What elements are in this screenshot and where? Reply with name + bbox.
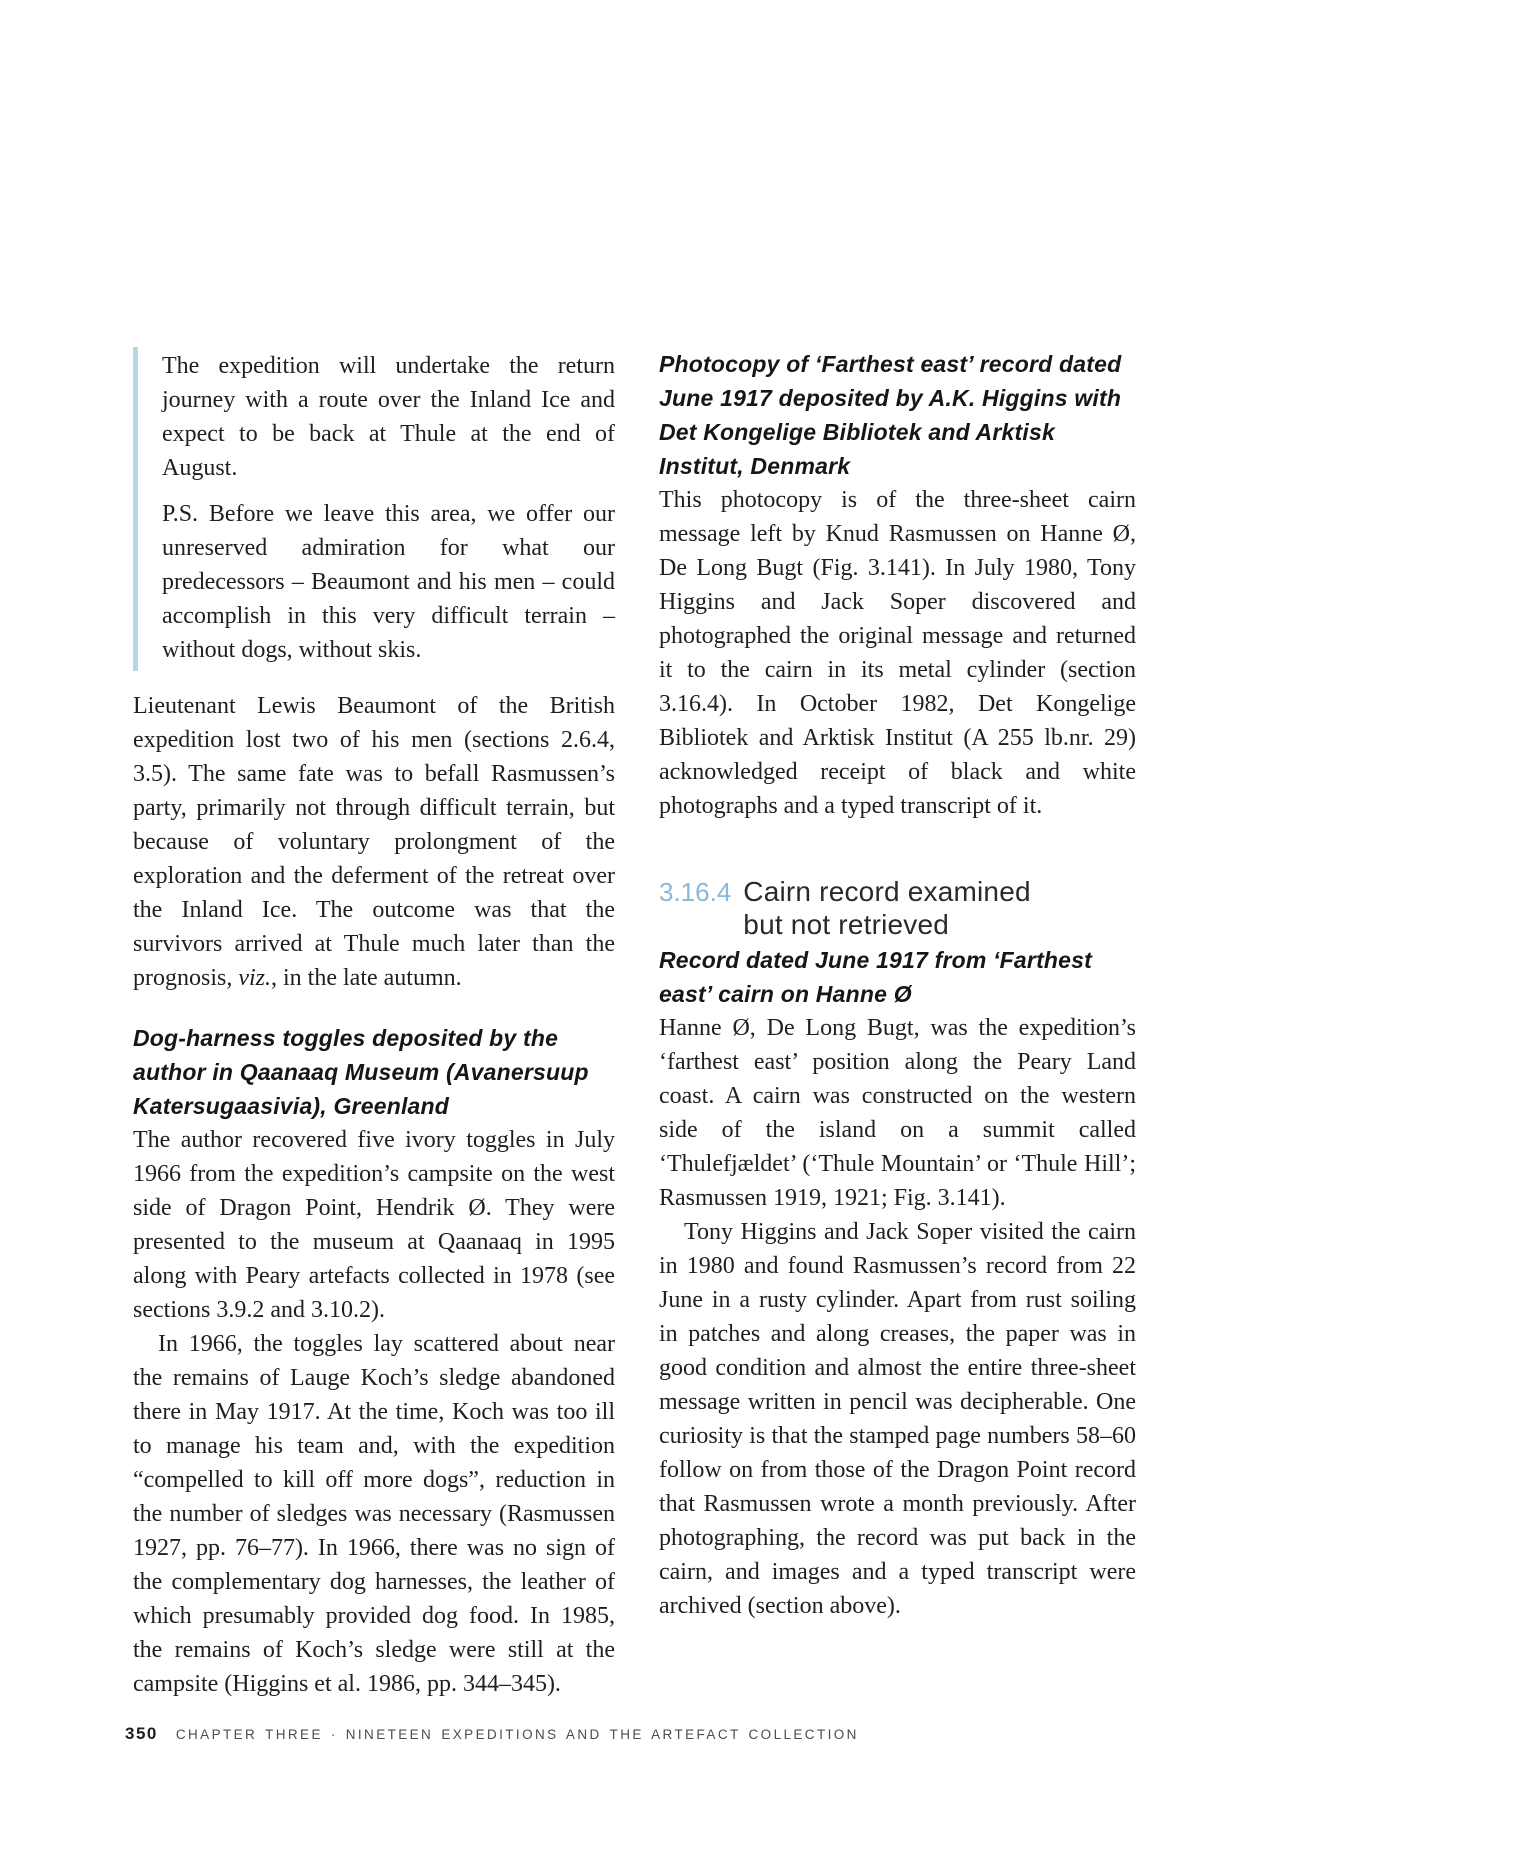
page-number: 350 (125, 1724, 158, 1743)
left-column (133, 347, 615, 1701)
quote-paragraph-1: The expedition will undertake the return journey with a route over the Inland Ice and expect to be back at Thule at the end of August. (162, 353, 615, 481)
paragraph-toggles-scattered: In 1966, the toggles lay scattered about near the remains of Lauge Koch’s sledge abandoned there in May 1917. At the time, Koch was too ill to manage his team and, with the expedition “compelled to kill off more dogs”, reduction in the number of sledges was necessary (Rasmussen 1927, pp. 76–77). In 1966, there was no sign of the complementary dog harnesses, the leather of which presumably provided dog food. In 1985, the remains of Koch’s sledge were still at the campsite (Higgins et al. 1986, pp. 344–345). (133, 1331, 615, 1697)
paragraph-toggles-recovered: The author recovered five ivory toggles in July 1966 from the expedition’s campsite on the west side of Dragon Point, Hendrik Ø. They were presented to the museum at Qaanaaq in 1995 along with Peary artefacts collected in 1978 (see sections 3.9.2 and 3.10.2). (133, 1127, 615, 1323)
heading-dog-harness-toggles: Dog-harness toggles deposited by the author in Qaanaaq Museum (Avanersuup Katersugaasivia), Greenland (133, 1025, 589, 1119)
paragraph-beaumont-end: , in the late autumn. (271, 965, 462, 991)
section-number: 3.16.4 (659, 877, 732, 907)
page-footer (125, 1724, 859, 1744)
heading-record-dated: Record dated June 1917 from ‘Farthest east’ cairn on Hanne Ø (659, 947, 1093, 1007)
block-quote (133, 347, 615, 671)
paragraph-beaumont (133, 689, 615, 995)
section-title-line-2: but not retrieved (743, 909, 950, 940)
paragraph-beaumont-text: Lieutenant Lewis Beaumont of the British expedition lost two of his men (sections 2.6.4, 3.5). The same fate was to befall Rasmussen’s party, primarily not through difficult terrain, but because of voluntary prolongment of the exploration and the deferment of the retreat over the Inland Ice. The outcome was that the survivors arrived at Thule much later than the prognosis, (133, 693, 615, 991)
viz-italic: viz. (238, 965, 272, 991)
paragraph-photocopy: This photocopy is of the three-sheet cairn message left by Knud Rasmussen on Hanne Ø, De Long Bugt (Fig. 3.141). In July 1980, Tony Higgins and Jack Soper discovered and photographed the original message and returned it to the cairn in its metal cylinder (section 3.16.4). In October 1982, Det Kongelige Bibliotek and Arktisk Institut (A 255 lb.nr. 29) acknowledged receipt of black and white photographs and a typed transcript of it. (659, 487, 1136, 819)
running-head (176, 1727, 859, 1742)
section-title (743, 875, 1030, 941)
section-title-line-1: Cairn record examined (743, 876, 1031, 907)
footer-separator: · (330, 1727, 338, 1742)
quote-paragraph-2: P.S. Before we leave this area, we offer our unreserved admiration for what our predecessors – Beaumont and his men – could accomplish in this very difficult terrain – without dogs, without skis. (162, 501, 615, 663)
chapter-title: NINETEEN EXPEDITIONS AND THE ARTEFACT COLLECTION (345, 1727, 859, 1742)
heading-photocopy-record: Photocopy of ‘Farthest east’ record dated June 1917 deposited by A.K. Higgins with Det Kongelige Bibliotek and Arktisk Institut, Denmark (659, 351, 1122, 479)
paragraph-higgins-soper-visit: Tony Higgins and Jack Soper visited the cairn in 1980 and found Rasmussen’s record from 22 June in a rusty cylinder. Apart from rust soiling in patches and along creases, the paper was in good condition and almost the entire three-sheet message written in pencil was decipherable. One curiosity is that the stamped page numbers 58–60 follow on from those of the Dragon Point record that Rasmussen wrote a month previously. After photographing, the record was put back in the cairn, and images and a typed transcript were archived (section above). (659, 1219, 1136, 1619)
chapter-label: CHAPTER THREE (175, 1727, 323, 1742)
right-column (659, 347, 1136, 1623)
paragraph-hanne-cairn: Hanne Ø, De Long Bugt, was the expedition’s ‘farthest east’ position along the Peary Land coast. A cairn was constructed on the western side of the island on a summit called ‘Thulefjældet’ (‘Thule Mountain’ or ‘Thule Hill’; Rasmussen 1919, 1921; Fig. 3.141). (659, 1015, 1136, 1211)
section-heading-3-16-4 (659, 875, 1136, 941)
